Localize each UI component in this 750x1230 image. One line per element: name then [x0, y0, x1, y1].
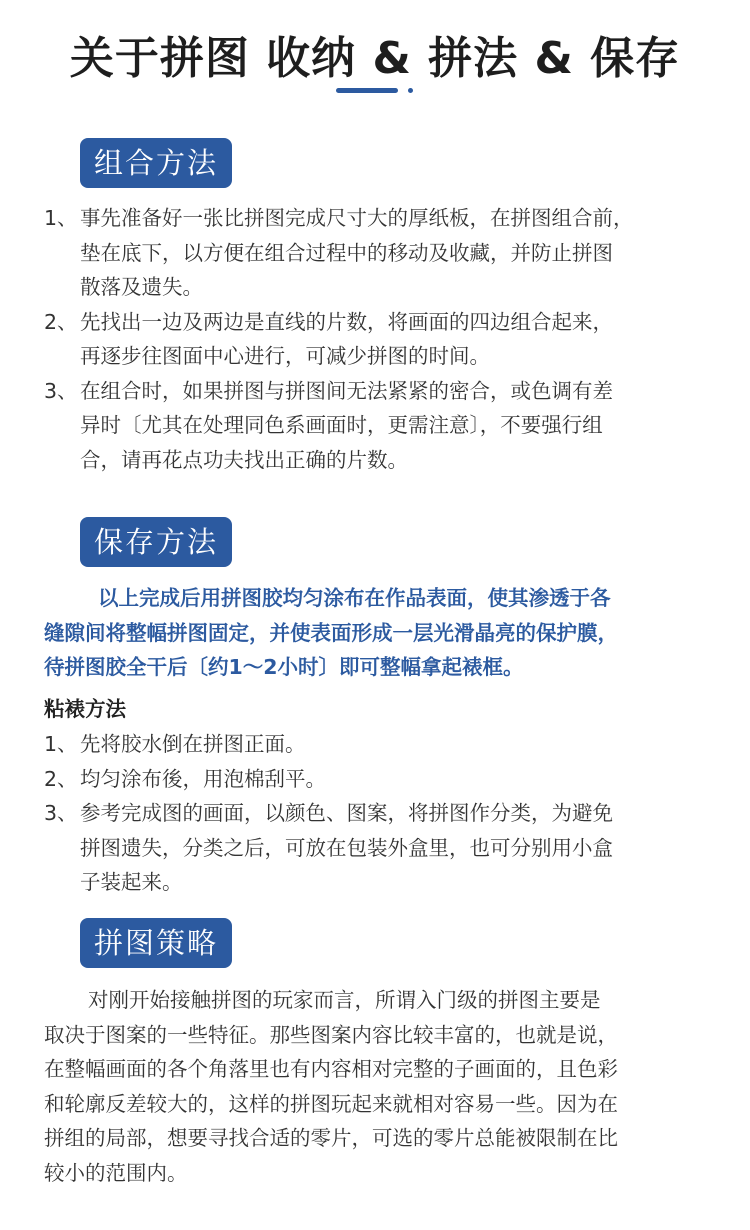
section-badge-combine: 组合方法 — [80, 138, 232, 188]
list-text — [80, 796, 724, 900]
paragraph-line: 取决于图案的一些特征。那些图案内容比较丰富的，也就是说， — [44, 1022, 618, 1047]
list-line: 在组合时，如果拼图与拼图间无法紧紧的密合，或色调有差 — [80, 378, 613, 403]
section-badge-strategy: 拼图策略 — [80, 918, 232, 968]
paragraph-line: 在整幅画面的各个角落里也有内容相对完整的子画面的，且色彩 — [44, 1057, 618, 1081]
list-line: 子装起来。 — [80, 870, 183, 894]
list-text — [80, 727, 724, 762]
list-text — [80, 374, 724, 478]
list-item — [44, 201, 724, 305]
page-title: 关于拼图 收纳 & 拼法 & 保存 — [69, 33, 681, 84]
list-item — [44, 796, 724, 900]
section-badge-save: 保存方法 — [80, 517, 232, 567]
list-line: 均匀涂布後，用泡棉刮平。 — [80, 766, 326, 791]
list-line: 散落及遗失。 — [80, 275, 203, 299]
list-item — [44, 374, 724, 478]
save-highlight-paragraph — [44, 581, 734, 685]
mounting-list — [44, 727, 724, 900]
paragraph-line: 拼组的局部，想要寻找合适的零片，可选的零片总能被限制在比 — [44, 1126, 618, 1150]
list-line: 先将胶水倒在拼图正面。 — [80, 732, 306, 756]
list-number: 1、 — [44, 206, 78, 230]
strategy-paragraph — [44, 983, 734, 1190]
list-line: 合，请再花点功夫找出正确的片数。 — [80, 447, 408, 472]
paragraph-line: 对刚开始接触拼图的玩家而言，所谓入门级的拼图主要是 — [88, 988, 601, 1012]
paragraph-line: 较小的范围内。 — [44, 1160, 188, 1185]
list-line: 参考完成图的画面，以颜色、图案，将拼图作分类，为避免 — [80, 801, 613, 825]
list-line: 拼图遗失，分类之后，可放在包装外盒里，也可分别用小盒 — [80, 835, 613, 860]
list-number: 2、 — [44, 766, 78, 791]
list-number: 1、 — [44, 732, 78, 756]
list-number: 3、 — [44, 378, 78, 403]
list-number: 2、 — [44, 309, 78, 334]
list-item — [44, 762, 724, 797]
highlight-line: 以上完成后用拼图胶均匀涂布在作品表面，使其渗透于各 — [98, 586, 611, 610]
title-underline — [336, 88, 398, 93]
list-line: 再逐步往图面中心进行，可减少拼图的时间。 — [80, 344, 490, 368]
list-line: 垫在底下，以方便在组合过程中的移动及收藏，并防止拼图 — [80, 240, 613, 265]
highlight-line: 缝隙间将整幅拼图固定，并使表面形成一层光滑晶亮的保护膜， — [44, 620, 618, 645]
highlight-line: 待拼图胶全干后〔约1～2小时〕即可整幅拿起裱框。 — [44, 655, 524, 679]
mounting-subheading: 粘裱方法 — [44, 697, 126, 721]
list-text — [80, 762, 724, 797]
title-dot — [408, 88, 413, 93]
list-number: 3、 — [44, 801, 78, 825]
list-line: 异时〔尤其在处理同色系画面时，更需注意〕，不要强行组 — [80, 413, 603, 437]
list-item — [44, 305, 724, 374]
list-line: 先找出一边及两边是直线的片数，将画面的四边组合起来， — [80, 309, 613, 334]
list-item — [44, 727, 724, 762]
list-text — [80, 305, 724, 374]
list-text — [80, 201, 724, 305]
list-line: 事先准备好一张比拼图完成尺寸大的厚纸板，在拼图组合前， — [80, 206, 634, 230]
combine-list — [44, 201, 724, 477]
paragraph-line: 和轮廓反差较大的，这样的拼图玩起来就相对容易一些。因为在 — [44, 1091, 618, 1116]
